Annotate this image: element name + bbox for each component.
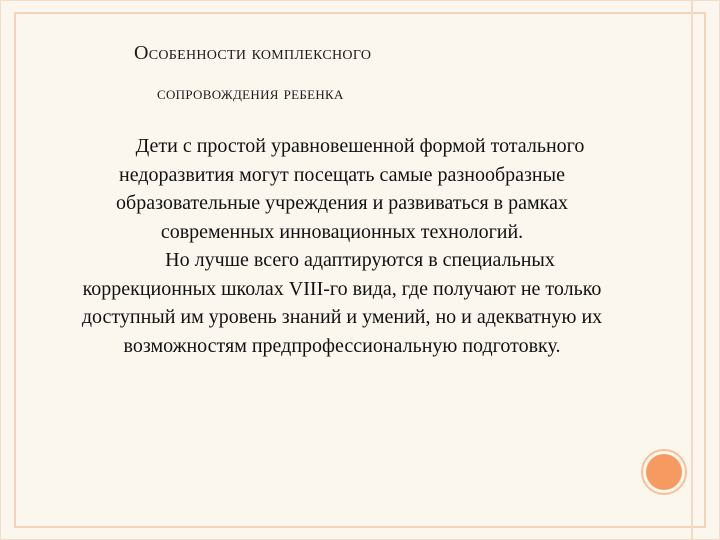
decorative-circle-dot [646, 454, 682, 490]
slide-title-line-1: Особенности комплексного [134, 42, 372, 64]
body-paragraph-1: Дети с простой уравновешенной формой тотального недоразвития могут посещать самые разнообразные образовательные учреждения и развиваться в рамках современных инновационных технологий. [116, 135, 585, 243]
body-paragraph-2: Но лучше всего адаптируются в специальных коррекционных школах VIII-го вида, где получают не только доступный им уровень знаний и умений, но и адекватную их возможностям предпрофессиональную подготовку. [81, 249, 603, 357]
slide-title-line-2: сопровождения ребенка [157, 83, 344, 103]
slide-body [62, 132, 622, 360]
decorative-vertical-line [691, 0, 693, 540]
